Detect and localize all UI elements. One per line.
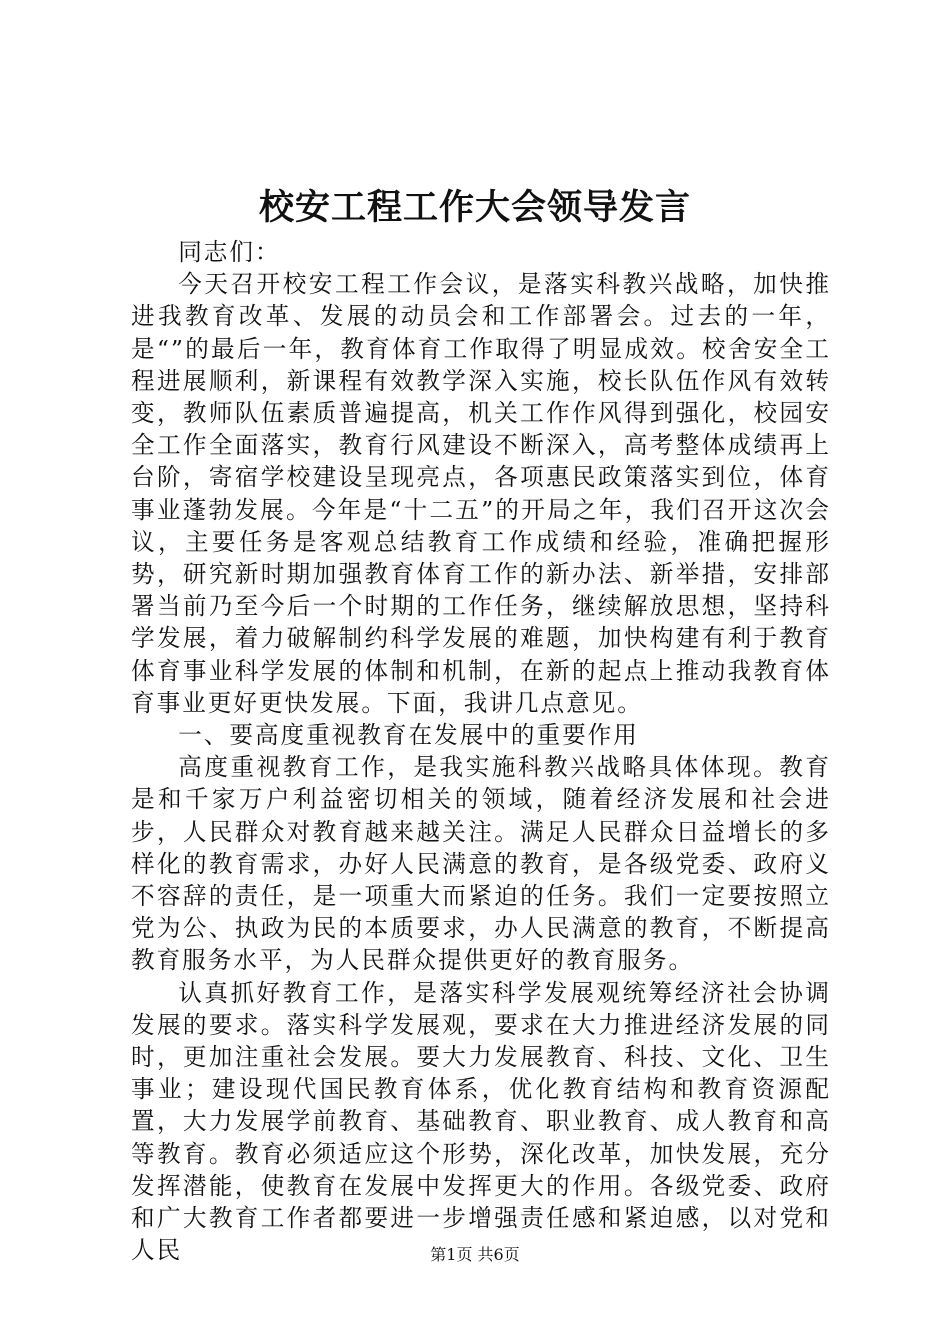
- section-heading: 一、要高度重视教育在发展中的重要作用: [178, 721, 639, 750]
- document-body: [131, 236, 831, 1267]
- salutation-paragraph: 同志们：: [178, 238, 281, 266]
- document-title: 校安工程工作大会领导发言: [258, 187, 691, 228]
- body-paragraph: 今天召开校安工程工作会议，是落实科教兴战略，加快推进我教育改革、发展的动员会和工作部署会。过去的一年，是“”的最后一年，教育体育工作取得了明显成效。校舍安全工程进展顺利，新课程有效教学深入实施，校长队伍作风有效转变，教师队伍素质普遍提高，机关工作作风得到强化，校园安全工作全面落实，教育行风建设不断深入，高考整体成绩再上台阶，寄宿学校建设呈现亮点，各项惠民政策落实到位，体育事业蓬勃发展。今年是“十二五”的开局之年，我们召开这次会议，主要任务是客观总结教育工作成绩和经验，准确把握形势，研究新时期加强教育体育工作的新办法、新举措，安排部署当前乃至今后一个时期的工作任务，继续解放思想，坚持科学发展，着力破解制约科学发展的难题，加快构建有利于教育体育事业科学发展的体制和机制，在新的起点上推动我教育体育事业更好更快发展。下面，我讲几点意见。: [131, 270, 831, 717]
- body-paragraph: 高度重视教育工作，是我实施科教兴战略具体体现。教育是和千家万户利益密切相关的领域，随着经济发展和社会进步，人民群众对教育越来越关注。满足人民群众日益增长的多样化的教育需求，办好人民满意的教育，是各级党委、政府义不容辞的责任，是一项重大而紧迫的任务。我们一定要按照立党为公、执政为民的本质要求，办人民满意的教育，不断提高教育服务水平，为人民群众提供更好的教育服务。: [131, 753, 831, 975]
- page-footer: 第1页 共6页: [430, 1245, 520, 1264]
- body-paragraph: 认真抓好教育工作，是落实科学发展观统筹经济社会协调发展的要求。落实科学发展观，要求在大力推进经济发展的同时，更加注重社会发展。要大力发展教育、科技、文化、卫生事业；建设现代国民教育体系，优化教育结构和教育资源配置，大力发展学前教育、基础教育、职业教育、成人教育和高等教育。教育必须适应这个形势，深化改革，加快发展，充分发挥潜能，使教育在发展中发挥更大的作用。各级党委、政府和广大教育工作者都要进一步增强责任感和紧迫感，以对党和人民: [131, 978, 831, 1265]
